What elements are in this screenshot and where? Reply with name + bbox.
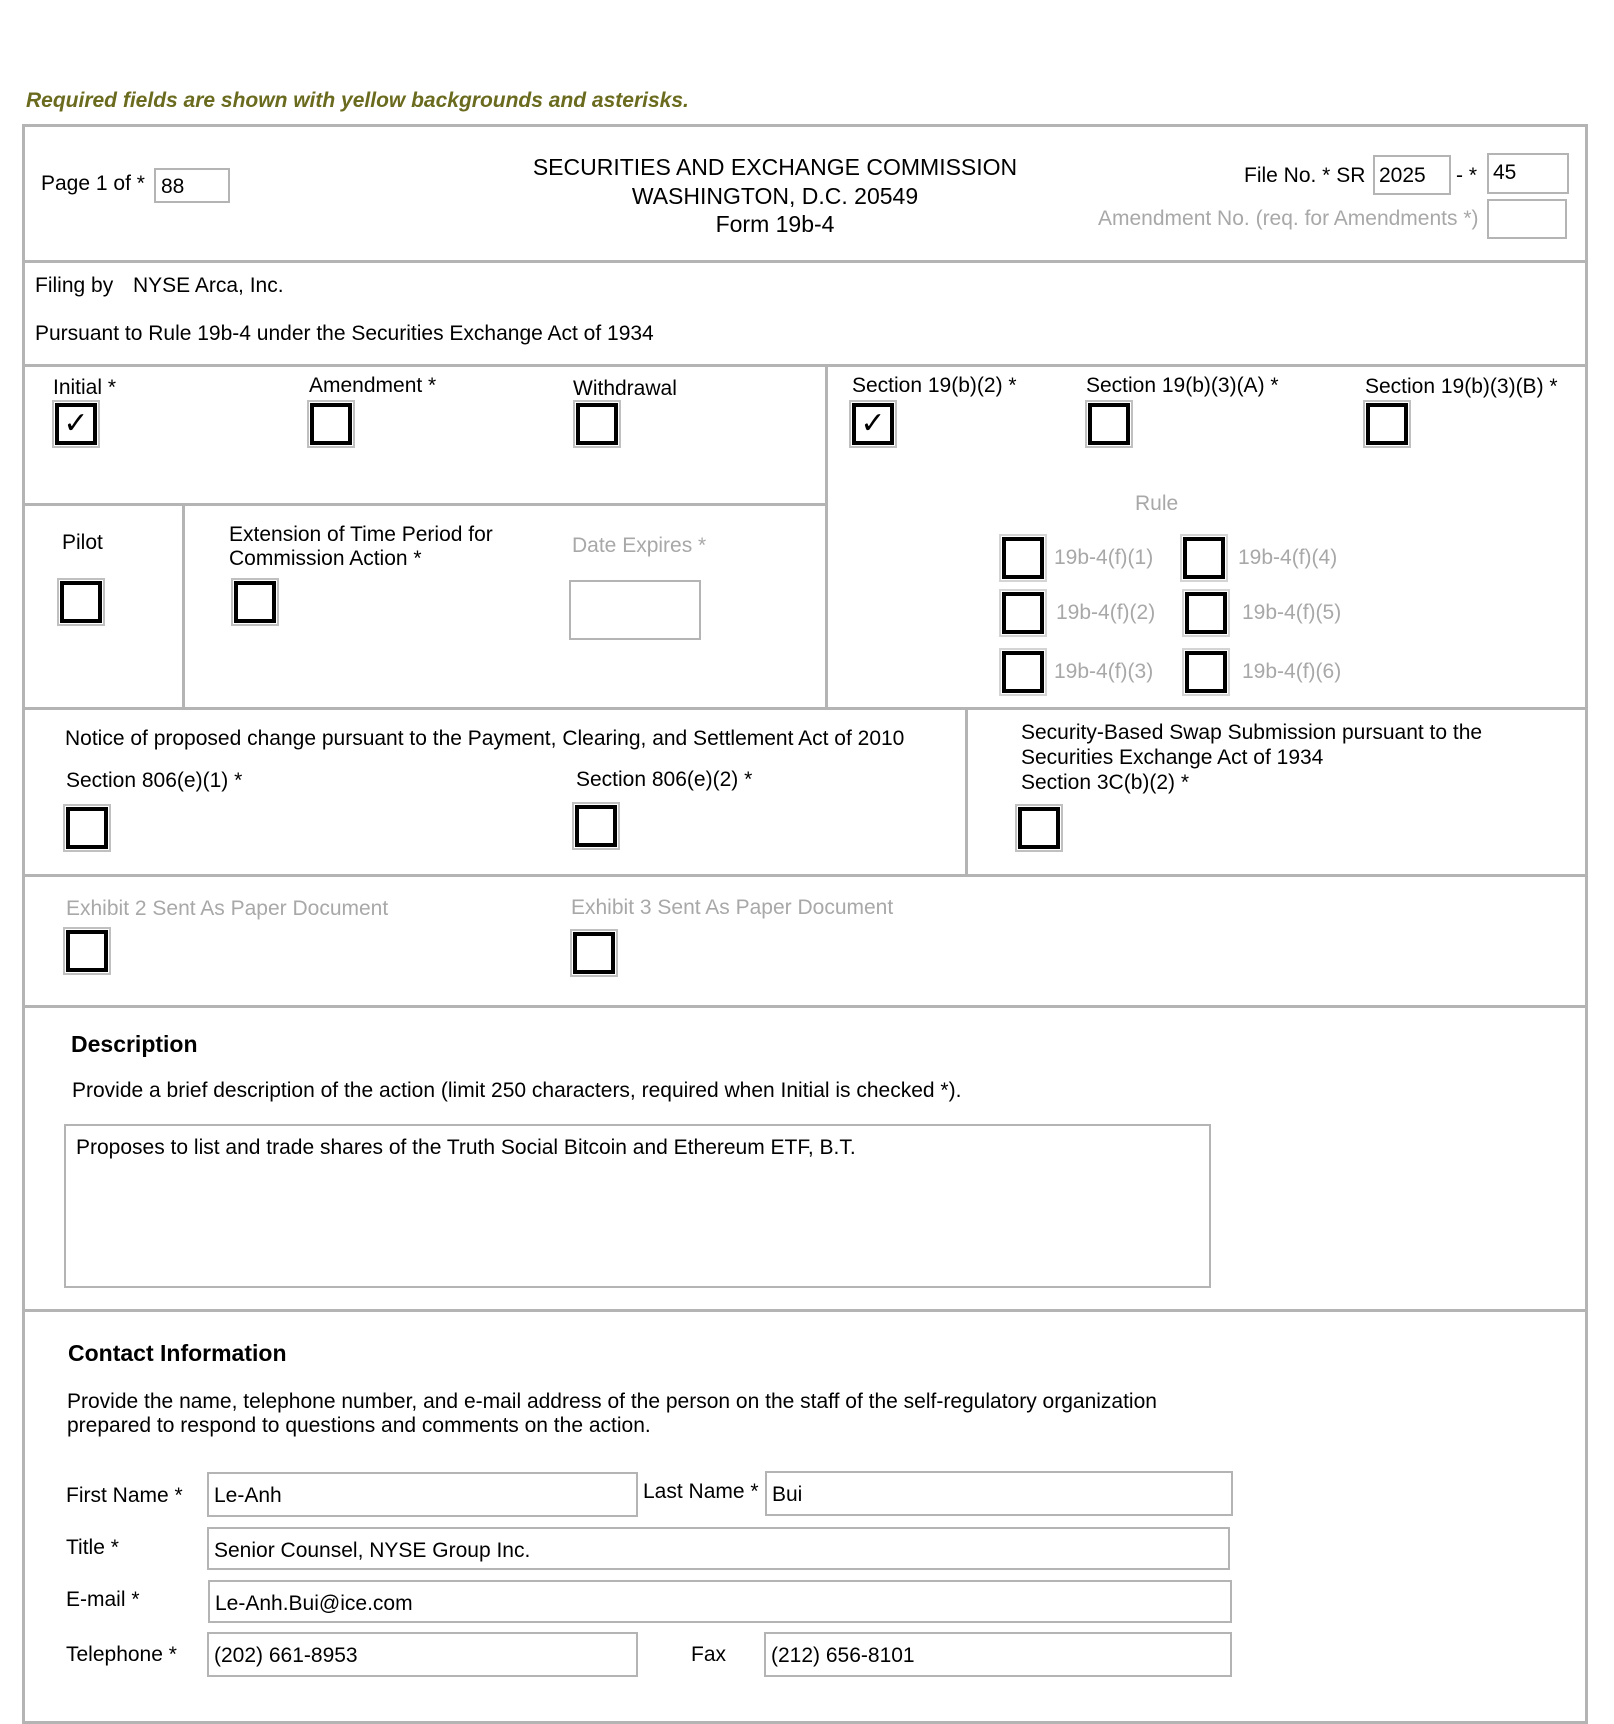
section-19b3a-checkbox[interactable] — [1088, 403, 1130, 445]
section-19b2-label: Section 19(b)(2) * — [852, 374, 1017, 397]
divider — [22, 1005, 1588, 1008]
first-name-label: First Name * — [66, 1484, 183, 1507]
amendment-number-label: Amendment No. (req. for Amendments *) — [1098, 207, 1479, 230]
divider — [22, 260, 1588, 263]
swap-submission-line3: Section 3C(b)(2) * — [1021, 771, 1190, 794]
pilot-label: Pilot — [62, 531, 103, 554]
last-name-field[interactable]: Bui — [765, 1471, 1233, 1516]
page-count-label: Page 1 of * — [41, 172, 145, 195]
file-year-field[interactable]: 2025 — [1373, 155, 1451, 195]
email-label: E-mail * — [66, 1588, 140, 1611]
rule-f4-checkbox[interactable] — [1183, 537, 1225, 579]
rule-f1-label: 19b-4(f)(1) — [1054, 546, 1154, 569]
agency-name: SECURITIES AND EXCHANGE COMMISSION — [532, 154, 1018, 180]
divider — [22, 503, 827, 506]
amendment-checkbox[interactable] — [310, 403, 352, 445]
swap-submission-checkbox[interactable] — [1018, 807, 1060, 849]
initial-label: Initial * — [53, 376, 117, 399]
swap-submission-line2: Securities Exchange Act of 1934 — [1021, 746, 1324, 769]
file-number-field[interactable]: 45 — [1487, 153, 1569, 194]
last-name-label: Last Name * — [643, 1480, 759, 1503]
telephone-field[interactable]: (202) 661-8953 — [207, 1632, 638, 1677]
amendment-label: Amendment * — [309, 374, 437, 397]
page-total-field[interactable]: 88 — [154, 168, 230, 203]
section-806e1-checkbox[interactable] — [66, 807, 108, 849]
section-19b3b-label: Section 19(b)(3)(B) * — [1365, 375, 1558, 398]
section-806e1-label: Section 806(e)(1) * — [66, 769, 243, 792]
file-number-separator: - * — [1456, 164, 1477, 187]
divider — [965, 707, 968, 876]
rule-f2-checkbox[interactable] — [1002, 592, 1044, 634]
withdrawal-label: Withdrawal — [573, 377, 677, 400]
date-expires-field[interactable] — [569, 580, 701, 640]
rule-f2-label: 19b-4(f)(2) — [1056, 601, 1156, 624]
divider — [22, 1309, 1588, 1312]
clearing-notice-text: Notice of proposed change pursuant to the Payment, Clearing, and Settlement Act of 2010 — [65, 727, 905, 750]
description-textarea[interactable]: Proposes to list and trade shares of the Truth Social Bitcoin and Ethereum ETF, B.T. — [64, 1124, 1211, 1288]
email-field[interactable]: Le-Anh.Bui@ice.com — [208, 1580, 1232, 1623]
extension-label-line1: Extension of Time Period for — [229, 523, 493, 546]
contact-instruction-line2: prepared to respond to questions and comments on the action. — [67, 1414, 651, 1437]
rule-f1-checkbox[interactable] — [1002, 537, 1044, 579]
file-number-label: File No. * SR — [1244, 164, 1366, 187]
rule-f3-label: 19b-4(f)(3) — [1054, 660, 1154, 683]
divider — [22, 874, 1588, 877]
form-header-title — [480, 153, 1070, 239]
rule-f6-checkbox[interactable] — [1185, 651, 1227, 693]
rule-f4-label: 19b-4(f)(4) — [1238, 546, 1338, 569]
filing-by-label: Filing by — [35, 274, 114, 297]
initial-checkbox[interactable]: ✓ — [55, 403, 97, 445]
pursuant-rule-text: Pursuant to Rule 19b-4 under the Securities Exchange Act of 1934 — [35, 322, 654, 345]
rule-f5-checkbox[interactable] — [1185, 592, 1227, 634]
section-19b3b-checkbox[interactable] — [1366, 403, 1408, 445]
withdrawal-checkbox[interactable] — [576, 403, 618, 445]
title-field[interactable]: Senior Counsel, NYSE Group Inc. — [207, 1527, 1230, 1570]
contact-heading: Contact Information — [68, 1340, 287, 1366]
contact-instruction-line1: Provide the name, telephone number, and e-mail address of the person on the staff of the self-regulatory organization — [67, 1390, 1157, 1413]
section-806e2-label: Section 806(e)(2) * — [576, 768, 753, 791]
title-label: Title * — [66, 1536, 119, 1559]
exhibit2-checkbox[interactable] — [66, 930, 108, 972]
divider — [22, 707, 1588, 710]
section-806e2-checkbox[interactable] — [575, 805, 617, 847]
exhibit3-label: Exhibit 3 Sent As Paper Document — [571, 896, 894, 919]
amendment-number-field[interactable] — [1487, 199, 1567, 239]
first-name-field[interactable]: Le-Anh — [207, 1472, 638, 1517]
exhibit3-checkbox[interactable] — [573, 932, 615, 974]
fax-field[interactable]: (212) 656-8101 — [764, 1632, 1232, 1677]
divider — [22, 364, 1588, 367]
description-instruction: Provide a brief description of the action (limit 250 characters, required when Initial is checked *). — [72, 1079, 962, 1102]
rule-label: Rule — [1135, 492, 1179, 515]
extension-checkbox[interactable] — [234, 581, 276, 623]
telephone-label: Telephone * — [66, 1643, 177, 1666]
filer-name: NYSE Arca, Inc. — [133, 274, 284, 297]
pilot-checkbox[interactable] — [60, 581, 102, 623]
swap-submission-line1: Security-Based Swap Submission pursuant to the — [1021, 721, 1483, 744]
required-fields-note: Required fields are shown with yellow backgrounds and asterisks. — [26, 89, 689, 112]
rule-f3-checkbox[interactable] — [1002, 651, 1044, 693]
agency-address: WASHINGTON, D.C. 20549 — [631, 182, 919, 209]
date-expires-label: Date Expires * — [572, 534, 707, 557]
section-19b3a-label: Section 19(b)(3)(A) * — [1086, 374, 1279, 397]
rule-f6-label: 19b-4(f)(6) — [1242, 660, 1342, 683]
form-name: Form 19b-4 — [715, 211, 835, 237]
exhibit2-label: Exhibit 2 Sent As Paper Document — [66, 897, 389, 920]
fax-label: Fax — [691, 1643, 727, 1666]
divider — [182, 503, 185, 709]
extension-label-line2: Commission Action * — [229, 547, 422, 570]
divider — [825, 364, 828, 709]
section-19b2-checkbox[interactable]: ✓ — [852, 403, 894, 445]
rule-f5-label: 19b-4(f)(5) — [1242, 601, 1342, 624]
description-heading: Description — [71, 1031, 198, 1057]
